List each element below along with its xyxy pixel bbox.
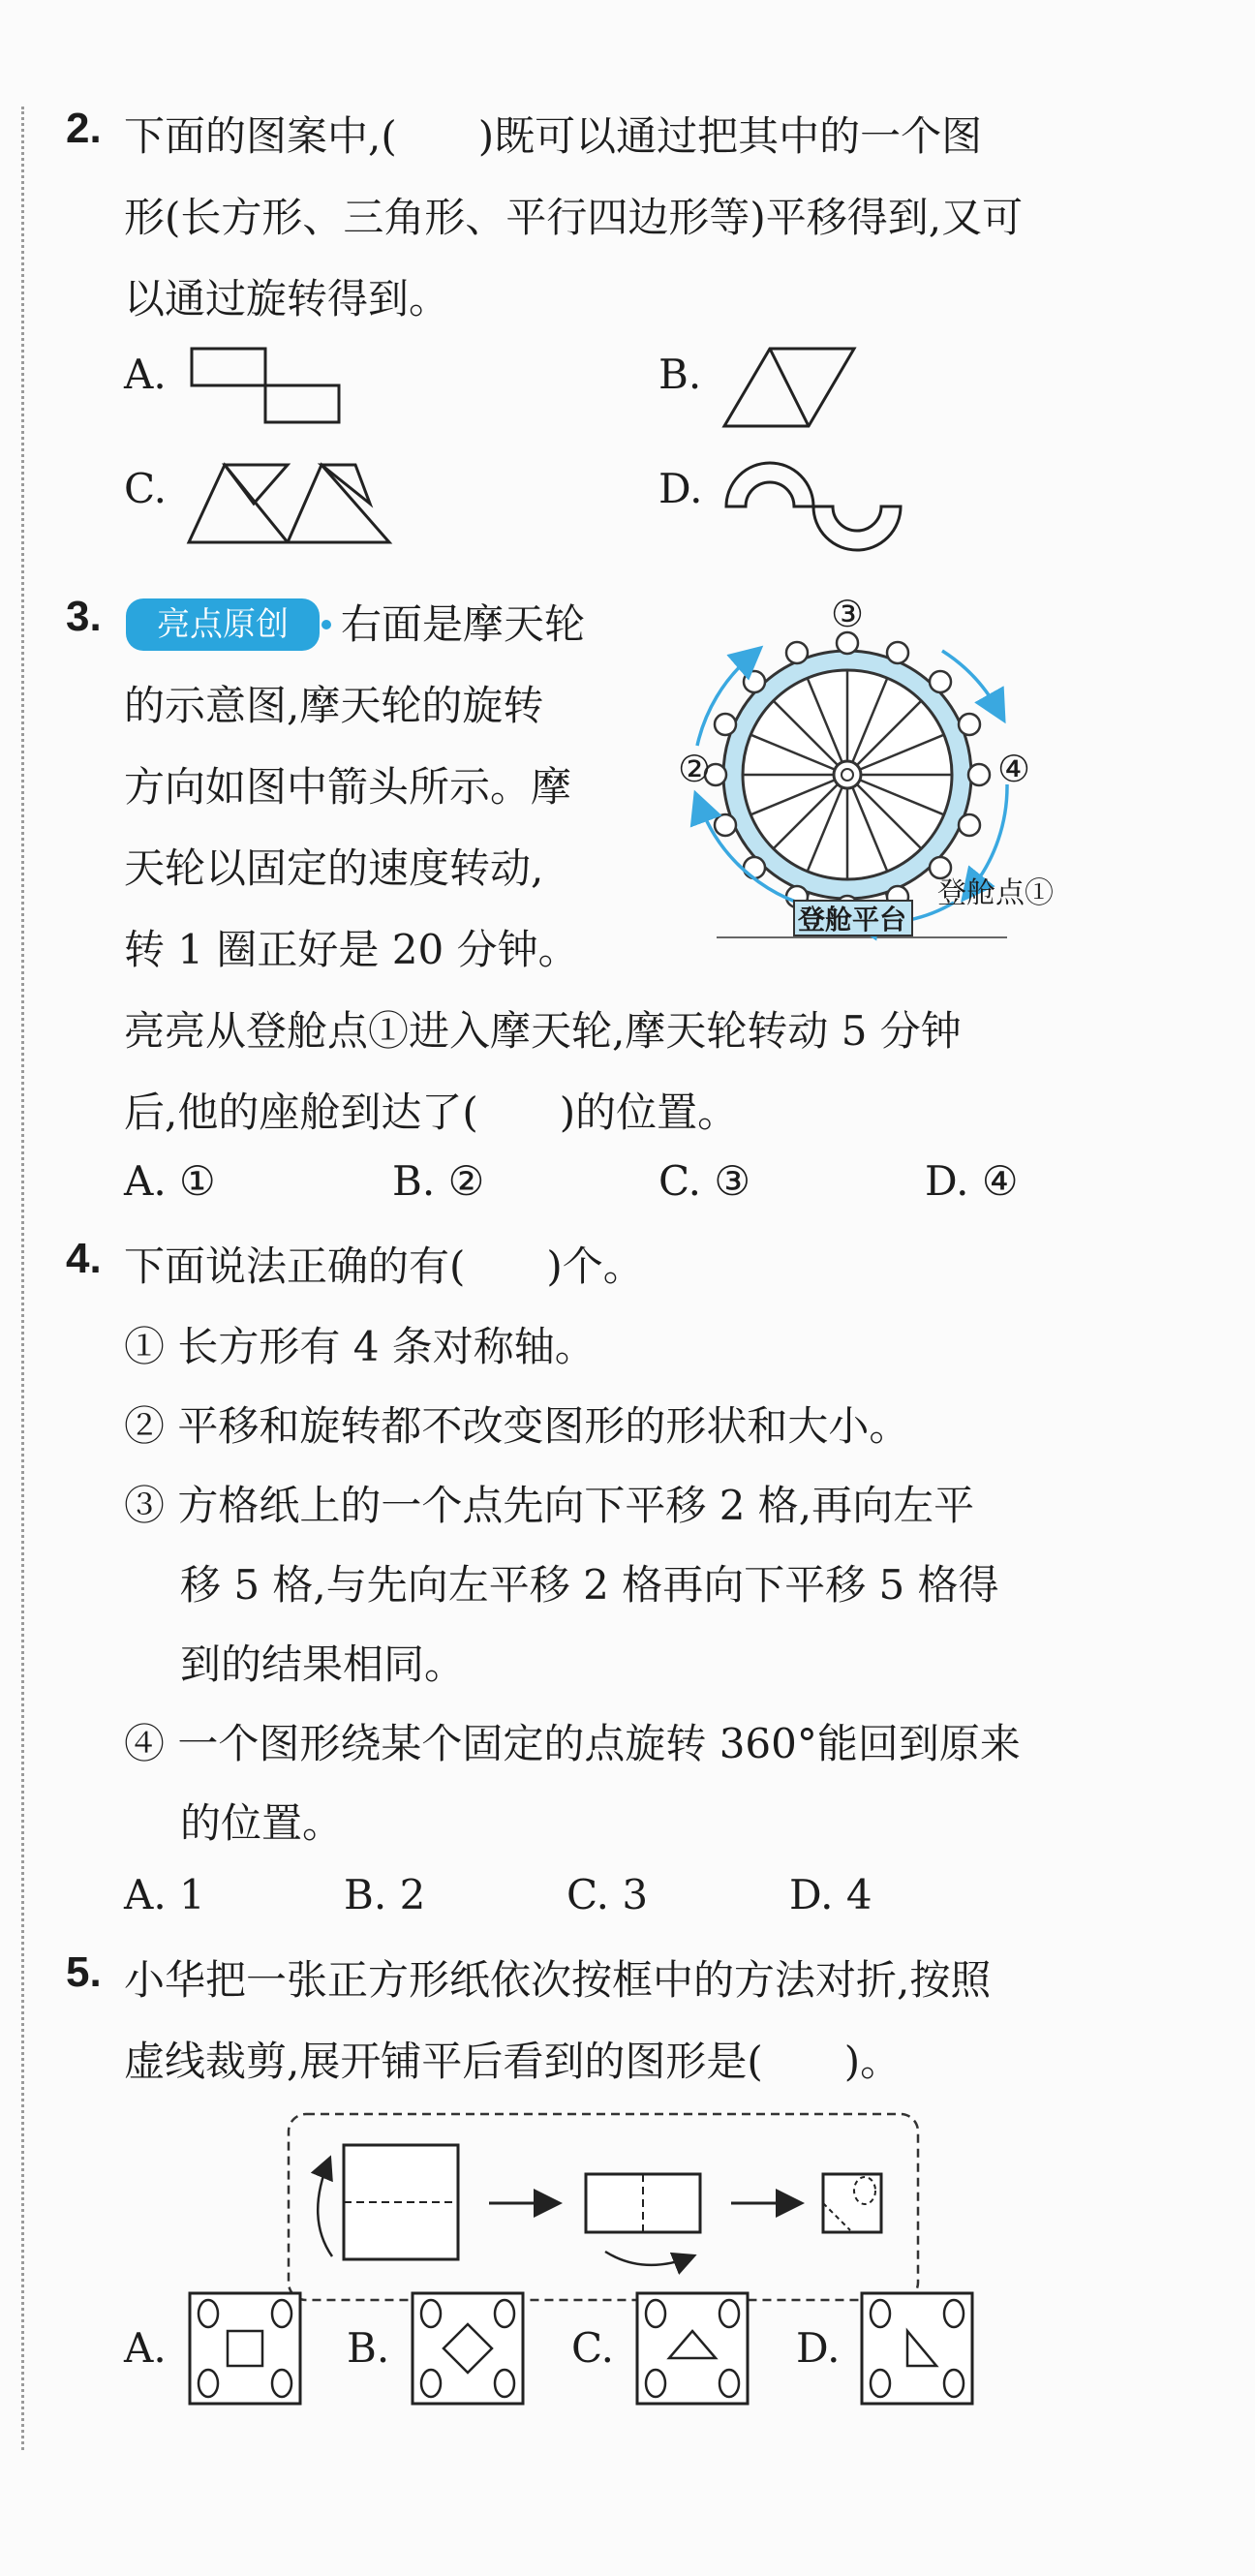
q4-option-d[interactable]: D. 4 [789,1871,872,1918]
q3-line-4: 天轮以固定的速度转动, [124,844,544,892]
q3-line-6: 亮亮从登舱点①进入摩天轮,摩天轮转动 5 分钟 [124,1007,962,1055]
q3-line-1: 右面是摩天轮 [341,600,586,648]
q2-line-2: 形(长方形、三角形、平行四边形等)平移得到,又可 [124,194,1024,241]
q2-line-3: 以通过旋转得到。 [124,275,450,322]
q4-statement-3-line-1: ③ 方格纸上的一个点先向下平移 2 格,再向左平 [124,1482,975,1529]
folding-steps-figure [286,2111,925,2305]
q2-option-d-label[interactable]: D. [658,465,703,512]
q5-option-a-label[interactable]: A. [124,2324,167,2372]
q3-option-c[interactable]: C. ③ [658,1157,750,1205]
q2-option-b-label[interactable]: B. [658,351,702,398]
q2-number: 2. [66,105,102,152]
q4-option-b[interactable]: B. 2 [344,1871,426,1918]
position-4-label: ④ [997,748,1031,790]
q2-option-b-figure [721,344,867,431]
q4-option-c[interactable]: C. 3 [566,1871,649,1918]
q3-number: 3. [66,593,102,640]
boarding-point-label: 登舱点① [937,876,1054,910]
q5-line-2: 虚线裁剪,展开铺平后看到的图形是( )。 [124,2038,902,2085]
q5-number: 5. [66,1948,102,1996]
q4-option-a[interactable]: A. 1 [124,1871,205,1918]
q2-option-a-figure [189,344,344,426]
q4-statement-2: ② 平移和旋转都不改变图形的形状和大小。 [124,1402,910,1450]
badge-dot-icon [321,620,331,629]
q4-statement-1: ① 长方形有 4 条对称轴。 [124,1323,596,1370]
q4-statement-4-line-1: ④ 一个图形绕某个固定的点旋转 360°能回到原来 [124,1720,1021,1767]
fold-right-arrow [605,2252,692,2265]
platform-label: 登舱平台 [798,904,907,935]
q2-option-c-label[interactable]: C. [124,465,167,512]
q3-line-3: 方向如图中箭头所示。摩 [124,763,572,811]
q2-option-a-label[interactable]: A. [124,351,167,398]
q3-option-d[interactable]: D. ④ [925,1157,1019,1205]
q5-line-1: 小华把一张正方形纸依次按框中的方法对折,按照 [124,1956,992,2004]
q3-line-5: 转 1 圈正好是 20 分钟。 [124,926,579,973]
q4-number: 4. [66,1235,102,1282]
q3-line-7: 后,他的座舱到达了( )的位置。 [124,1089,739,1136]
step-3-small-square [823,2174,881,2232]
original-badge: 亮点原创 [126,598,320,651]
position-3-label: ③ [831,593,865,635]
q5-option-c-figure [634,2290,750,2407]
q3-option-b[interactable]: B. ② [392,1157,485,1205]
q3-line-2: 的示意图,摩天轮的旋转 [124,682,544,729]
q2-option-d-figure [721,460,905,547]
q4-statement-3-line-2: 移 5 格,与先向左平移 2 格再向下平移 5 格得 [180,1561,999,1609]
q4-statement-3-line-3: 到的结果相同。 [180,1641,466,1688]
position-2-label: ② [678,748,712,790]
q5-option-c-label[interactable]: C. [571,2324,614,2372]
q3-option-a[interactable]: A. ① [124,1157,216,1205]
q5-option-b-label[interactable]: B. [347,2324,390,2372]
q5-option-d-figure [859,2290,975,2407]
q2-line-1: 下面的图案中,( )既可以通过把其中的一个图 [124,112,983,160]
fold-up-arrow [318,2160,332,2256]
q5-option-d-label[interactable]: D. [796,2324,841,2372]
margin-dotted-line [21,107,24,2450]
q2-option-c-figure [186,460,399,547]
q5-option-b-figure [410,2290,526,2407]
q5-option-a-figure [187,2290,303,2407]
q4-line-1: 下面说法正确的有( )个。 [124,1242,644,1290]
q4-statement-4-line-2: 的位置。 [180,1799,344,1847]
